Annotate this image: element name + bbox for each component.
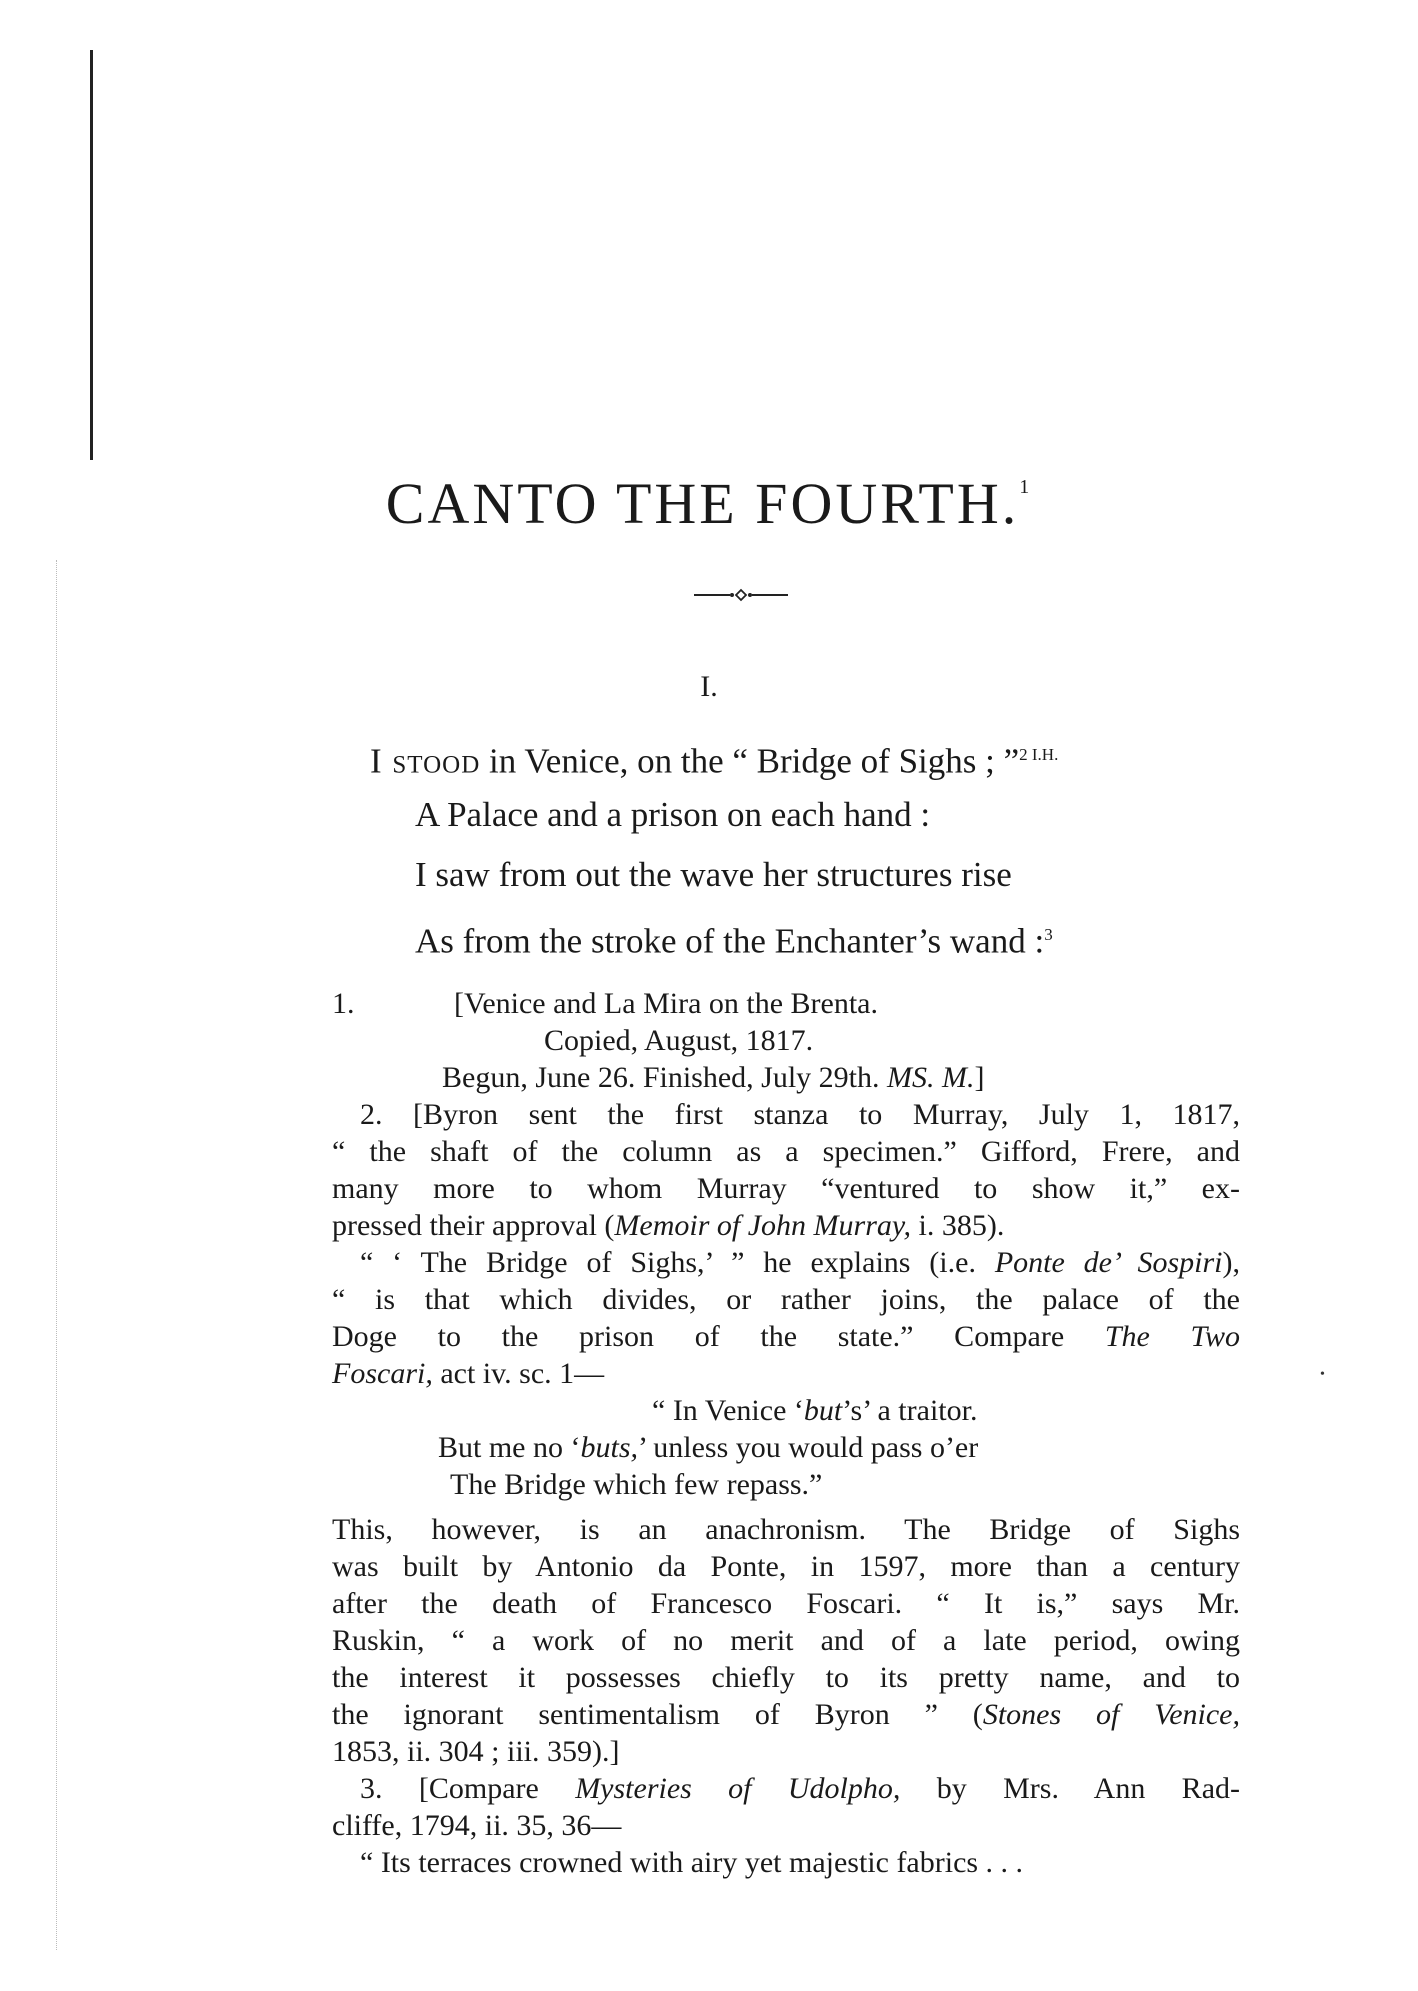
footnote-1-line: Copied, August, 1817. xyxy=(544,1024,814,1057)
title-text: CANTO THE FOURTH. xyxy=(385,471,1020,536)
stanza-number: I. xyxy=(700,670,718,703)
footnote-2-line: Doge to the prison of the state.” Compare The Two xyxy=(332,1320,1240,1353)
page-title xyxy=(0,470,1418,537)
verse-line: A Palace and a prison on each hand : xyxy=(415,795,931,834)
footnote-1-line: 1. [Venice and La Mira on the Brenta. xyxy=(332,987,878,1020)
verse-line xyxy=(370,905,1058,965)
footnote-2-line: This, however, is an anachronism. The Bridge of Sighs xyxy=(332,1513,1240,1546)
footnote-3-line: “ Its terraces crowned with airy yet majestic fabrics . . . xyxy=(360,1846,1024,1879)
footnote-number: 1. xyxy=(332,987,355,1020)
footnote-1-line: Begun, June 26. Finished, July 29th. MS. M.] xyxy=(442,1061,985,1094)
footnote-2-line: 2. [Byron sent the first stanza to Murray, July 1, 1817, xyxy=(360,1098,1240,1131)
margin-rule xyxy=(90,50,93,460)
quotation-line: But me no ‘buts,’ unless you would pass o’er xyxy=(438,1431,979,1464)
quotation-line: The Bridge which few repass.” xyxy=(450,1468,823,1501)
footnote-2-line: many more to whom Murray “ventured to show it,” ex- xyxy=(332,1172,1240,1205)
ornament-divider-icon xyxy=(694,588,788,602)
footnote-ref: 3 xyxy=(1044,925,1053,944)
footnote-2-line: Foscari, act iv. sc. 1— xyxy=(332,1357,605,1390)
footnote-2-line: the ignorant sentimentalism of Byron ” (Stones of Venice, xyxy=(332,1698,1240,1731)
footnote-3-line: 3. [Compare Mysteries of Udolpho, by Mrs. Ann Rad- xyxy=(360,1772,1241,1805)
footnotes xyxy=(332,985,1240,1881)
footnote-2-line: “ the shaft of the column as a specimen.” Gifford, Frere, and xyxy=(332,1135,1240,1168)
title-footnote-ref: 1 xyxy=(1019,476,1033,498)
footnote-ref: 2 I.H. xyxy=(1019,745,1059,764)
stray-mark: • xyxy=(1320,1367,1325,1382)
footnote-2-line: 1853, ii. 304 ; iii. 359).] xyxy=(332,1735,620,1768)
footnote-2-line: after the death of Francesco Foscari. “ It is,” says Mr. xyxy=(332,1587,1240,1620)
verse-line xyxy=(370,725,1058,785)
footnote-2-line: “ ‘ The Bridge of Sighs,’ ” he explains (i.e. Ponte de’ Sospiri), xyxy=(360,1246,1240,1279)
footnote-2-line: “ is that which divides, or rather joins, the palace of the xyxy=(332,1283,1240,1316)
verse-line-text: in Venice, on the “ Bridge of Sighs ; ” xyxy=(480,741,1020,781)
footnote-2-line: Ruskin, “ a work of no merit and of a late period, owing xyxy=(332,1624,1240,1657)
footnote-2-line: the interest it possesses chiefly to its pretty name, and to xyxy=(332,1661,1240,1694)
footnote-2-line: pressed their approval (Memoir of John Murray, i. 385). xyxy=(332,1209,1005,1242)
footnote-3-line: cliffe, 1794, ii. 35, 36— xyxy=(332,1809,622,1842)
verse-opening-small-caps: I stood xyxy=(370,741,481,781)
verse-line-text: As from the stroke of the Enchanter’s wand : xyxy=(415,921,1045,961)
footnote-2-line: was built by Antonio da Ponte, in 1597, more than a century xyxy=(332,1550,1240,1583)
quotation-line: “ In Venice ‘but’s’ a traitor. xyxy=(652,1394,978,1427)
margin-dotted-edge xyxy=(56,560,58,1950)
verse-stanza xyxy=(370,725,1058,965)
verse-line: I saw from out the wave her structures rise xyxy=(415,855,1012,894)
